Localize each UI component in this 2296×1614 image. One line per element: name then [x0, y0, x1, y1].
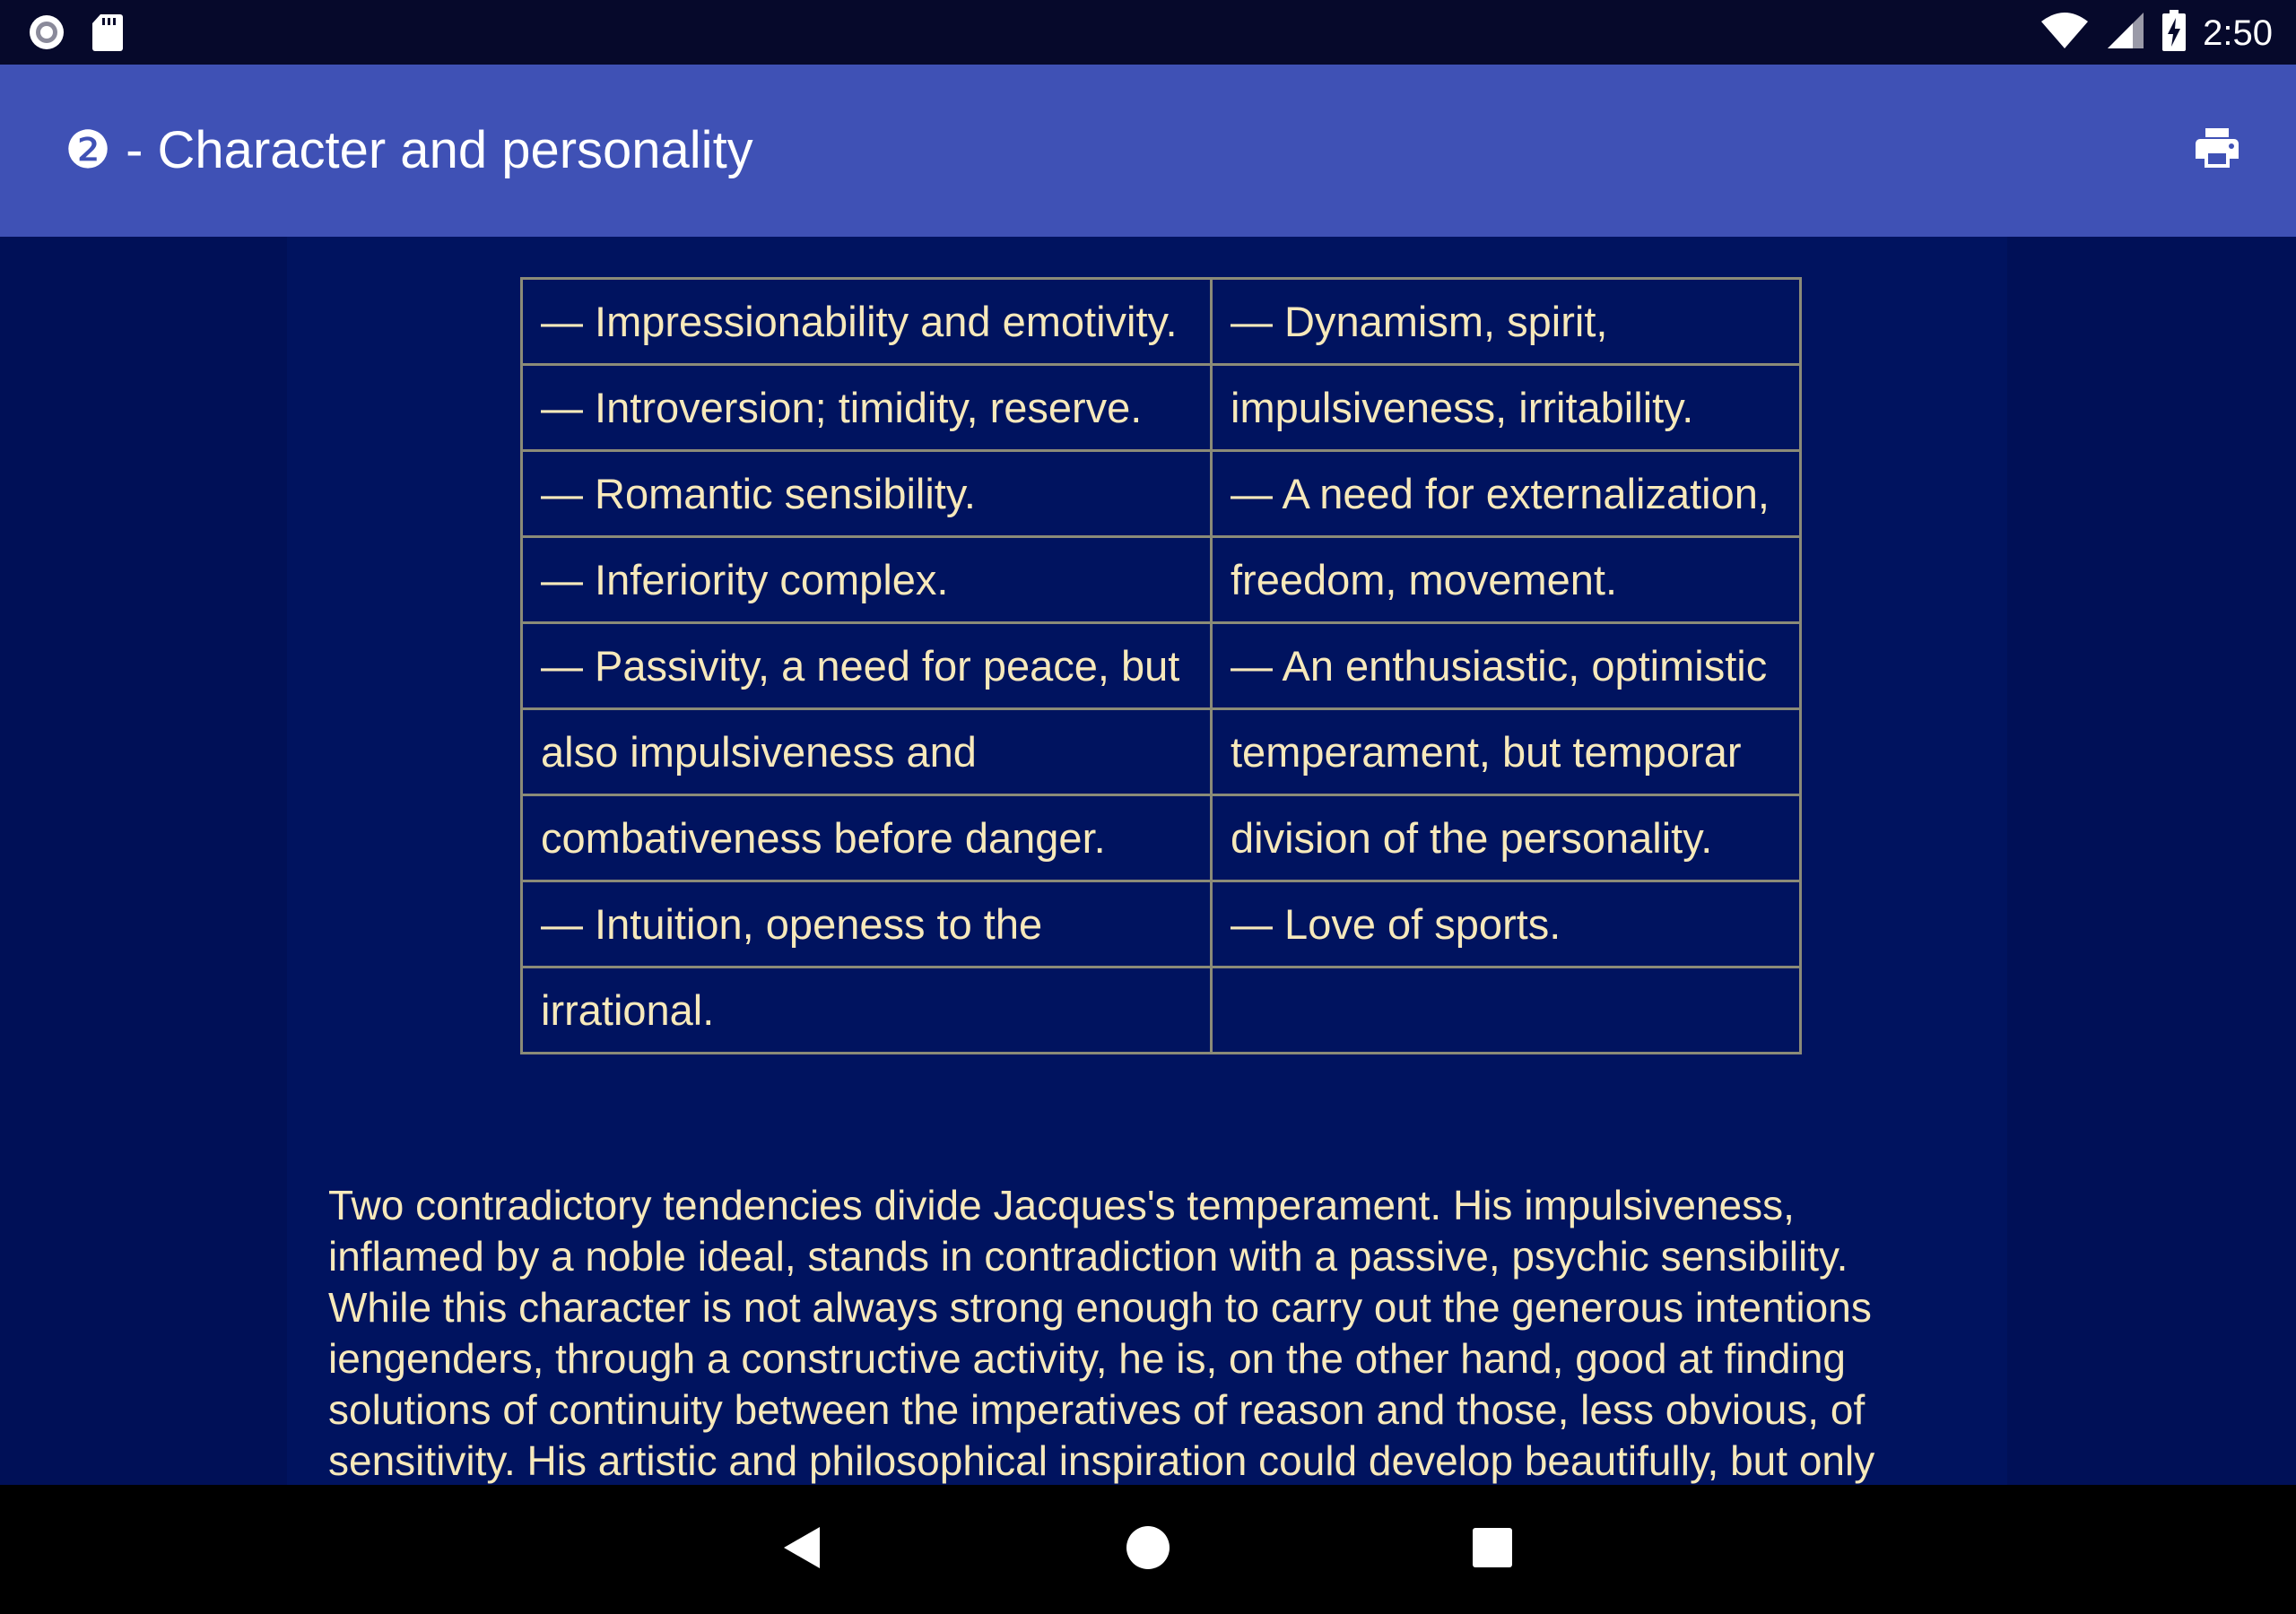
- clock: 2:50: [2203, 13, 2273, 53]
- table-cell: — Intuition, openess to the: [522, 881, 1212, 968]
- cell-signal-icon: [2106, 11, 2145, 55]
- table-cell: — Dynamism, spirit,: [1212, 279, 1801, 365]
- table-row: [522, 537, 1801, 623]
- sd-card-icon: [91, 13, 124, 56]
- print-icon: [2195, 128, 2239, 174]
- app-bar: [0, 65, 2296, 237]
- table-cell: — Love of sports.: [1212, 881, 1801, 968]
- table-cell: — Introversion; timidity, reserve.: [522, 365, 1212, 451]
- battery-charging-icon: [2161, 9, 2187, 56]
- table-cell: — Passivity, a need for peace, but: [522, 623, 1212, 709]
- table-cell: temperament, but temporar: [1212, 709, 1801, 795]
- table-cell: division of the personality.: [1212, 795, 1801, 881]
- table-row: [522, 451, 1801, 537]
- table-row: [522, 365, 1801, 451]
- wifi-icon: [2039, 11, 2090, 55]
- home-icon: [1125, 1524, 1171, 1575]
- table-cell: combativeness before danger.: [522, 795, 1212, 881]
- table-row: [522, 968, 1801, 1054]
- table-row: [522, 623, 1801, 709]
- content-column: [287, 237, 2007, 1485]
- table-cell: also impulsiveness and: [522, 709, 1212, 795]
- navigation-bar: [0, 1485, 2296, 1614]
- table-cell: — Impressionability and emotivity.: [522, 279, 1212, 365]
- table-cell: irrational.: [522, 968, 1212, 1054]
- table-row: [522, 881, 1801, 968]
- page-title: ❷ - Character and personality: [65, 121, 753, 179]
- recents-button[interactable]: [1464, 1521, 1521, 1578]
- table-cell: — An enthusiastic, optimistic: [1212, 623, 1801, 709]
- table-cell: — Inferiority complex.: [522, 537, 1212, 623]
- recents-icon: [1472, 1527, 1513, 1573]
- table-row: [522, 279, 1801, 365]
- record-icon: [27, 13, 66, 56]
- back-icon: [782, 1525, 822, 1575]
- status-right-icons: [2039, 9, 2273, 56]
- back-button[interactable]: [773, 1521, 831, 1578]
- table-cell: impulsiveness, irritability.: [1212, 365, 1801, 451]
- print-button[interactable]: [2192, 126, 2242, 176]
- table-cell: freedom, movement.: [1212, 537, 1801, 623]
- body-paragraph: Two contradictory tendencies divide Jacques's temperament. His impulsiveness, inflamed by a noble ideal, stands in contradiction with a passive, psychic sensibility. While this character is not always strong enough to carry out the generous intentions iengenders, through a constructive activity, he is, on the other hand, good at finding solutions of continuity between the imperatives of reason and those, less obvious, of sensitivity. His artistic and philosophical inspiration could develop beautifully, but only: [328, 1182, 1875, 1484]
- status-left-icons: [27, 13, 124, 56]
- table-cell: [1212, 968, 1801, 1054]
- home-button[interactable]: [1119, 1521, 1177, 1578]
- table-row: [522, 795, 1801, 881]
- table-row: [522, 709, 1801, 795]
- table-cell: — Romantic sensibility.: [522, 451, 1212, 537]
- traits-table: [520, 277, 1802, 1054]
- status-bar: [0, 0, 2296, 65]
- table-cell: — A need for externalization,: [1212, 451, 1801, 537]
- content-area[interactable]: [0, 237, 2296, 1485]
